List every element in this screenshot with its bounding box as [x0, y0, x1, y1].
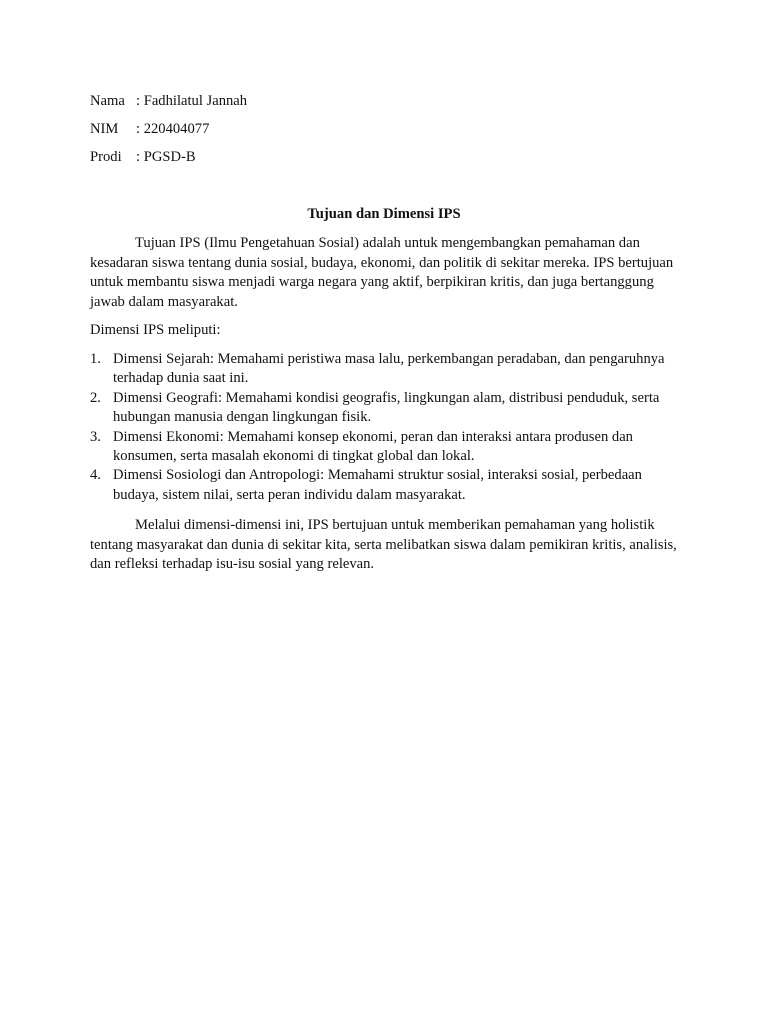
- identity-label: Nama: [90, 93, 125, 109]
- identity-label: Prodi: [90, 149, 122, 165]
- document-title: Tujuan dan Dimensi IPS: [307, 206, 461, 222]
- list-item: [90, 350, 682, 389]
- identity-value: : 220404077: [136, 121, 210, 137]
- list-text: Dimensi Geografi: Memahami kondisi geografis, lingkungan alam, distribusi penduduk, serta hubungan manusia dengan lingkungan fisik.: [113, 389, 660, 426]
- list-number: 2.: [90, 389, 101, 406]
- identity-label: NIM: [90, 121, 119, 137]
- list-number: 3.: [90, 428, 101, 445]
- identity-name-row: [90, 91, 247, 111]
- list-text: Dimensi Ekonomi: Memahami konsep ekonomi, peran dan interaksi antara produsen dan konsumen, serta masalah ekonomi di tingkat global dan lokal.: [113, 428, 633, 465]
- list-number: 4.: [90, 467, 101, 484]
- list-item: [90, 389, 682, 428]
- identity-prodi-row: [90, 147, 196, 167]
- intro-paragraph: Tujuan IPS (Ilmu Pengetahuan Sosial) adalah untuk mengembangkan pemahaman dan kesadaran siswa tentang dunia sosial, budaya, ekonomi, dan politik di sekitar mereka. IPS bertujuan untuk membantu siswa menjadi warga negara yang aktif, berpikiran kritis, dan juga bertanggung jawab dalam masyarakat.: [90, 235, 674, 310]
- dimensions-list: [90, 350, 682, 505]
- dimensions-intro: Dimensi IPS meliputi:: [90, 322, 221, 338]
- list-text: Dimensi Sosiologi dan Antropologi: Memahami struktur sosial, interaksi sosial, perbedaan budaya, sistem nilai, serta peran individu dalam masyarakat.: [113, 467, 642, 503]
- identity-value: : PGSD-B: [136, 149, 196, 165]
- identity-value: : Fadhilatul Jannah: [136, 93, 248, 109]
- identity-nim-row: [90, 119, 209, 139]
- list-text: Dimensi Sejarah: Memahami peristiwa masa lalu, perkembangan peradaban, dan pengaruhnya terhadap dunia saat ini.: [113, 351, 665, 387]
- list-item: [90, 466, 682, 505]
- closing-paragraph: Melalui dimensi-dimensi ini, IPS bertujuan untuk memberikan pemahaman yang holistik tentang masyarakat dan dunia di sekitar kita, serta melibatkan siswa dalam pemikiran kritis, analisis, dan refleksi terhadap isu-isu sosial yang relevan.: [90, 517, 677, 573]
- list-item: [90, 428, 682, 467]
- list-number: 1.: [90, 351, 101, 367]
